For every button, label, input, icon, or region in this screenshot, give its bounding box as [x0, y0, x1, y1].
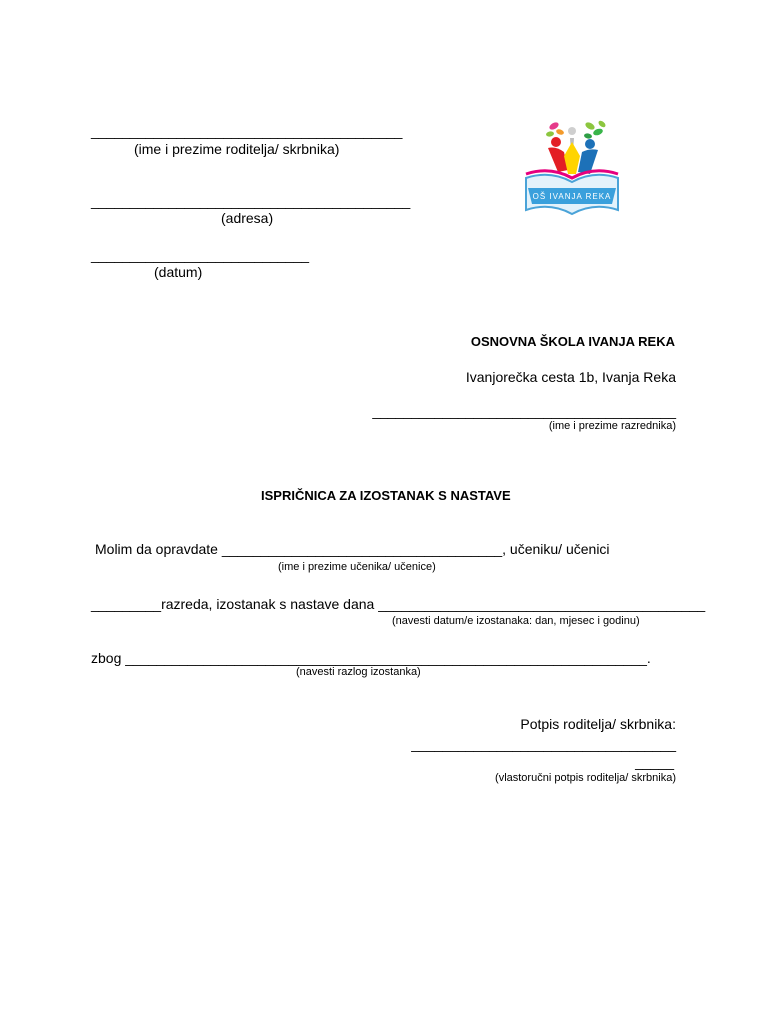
signature-line[interactable]: __________________________________	[411, 736, 676, 752]
logo-text: OŠ IVANJA REKA	[532, 192, 612, 201]
school-address: Ivanjorečka cesta 1b, Ivanja Reka	[465, 369, 676, 385]
address-caption: (adresa)	[221, 210, 274, 226]
signature-label: Potpis roditelja/ skrbnika:	[520, 716, 676, 732]
teacher-caption: (ime i prezime razrednika)	[548, 420, 676, 432]
reason-caption: (navesti razlog izostanka)	[296, 666, 421, 678]
date-line[interactable]: ____________________________	[91, 247, 310, 263]
document-title: ISPRIČNICA ZA IZOSTANAK S NASTAVE	[261, 488, 511, 503]
date-caption: (datum)	[154, 264, 203, 280]
signature-caption: (vlastoručni potpis roditelja/ skrbnika)	[495, 772, 676, 784]
student-caption: (ime i prezime učenika/ učenice)	[278, 561, 436, 573]
school-logo	[520, 118, 624, 222]
parent-name-line[interactable]: ________________________________________	[91, 123, 403, 139]
school-name: OSNOVNA ŠKOLA IVANJA REKA	[470, 334, 675, 349]
dates-caption: (navesti datum/e izostanaka: dan, mjesec i godinu)	[392, 615, 640, 627]
student-line[interactable]: Molim da opravdate ____________________________________, učeniku/ učenici	[95, 541, 610, 557]
parent-name-caption: (ime i prezime roditelja/ skrbnika)	[134, 141, 340, 157]
class-dates-line[interactable]: _________razreda, izostanak s nastave dana __________________________________________	[91, 596, 706, 612]
signature-line-continued[interactable]: _____	[635, 754, 674, 770]
address-line[interactable]: _________________________________________	[91, 193, 411, 209]
teacher-name-line[interactable]: _______________________________________	[372, 403, 676, 419]
reason-line[interactable]: zbog ___________________________________________________________________.	[91, 650, 651, 666]
